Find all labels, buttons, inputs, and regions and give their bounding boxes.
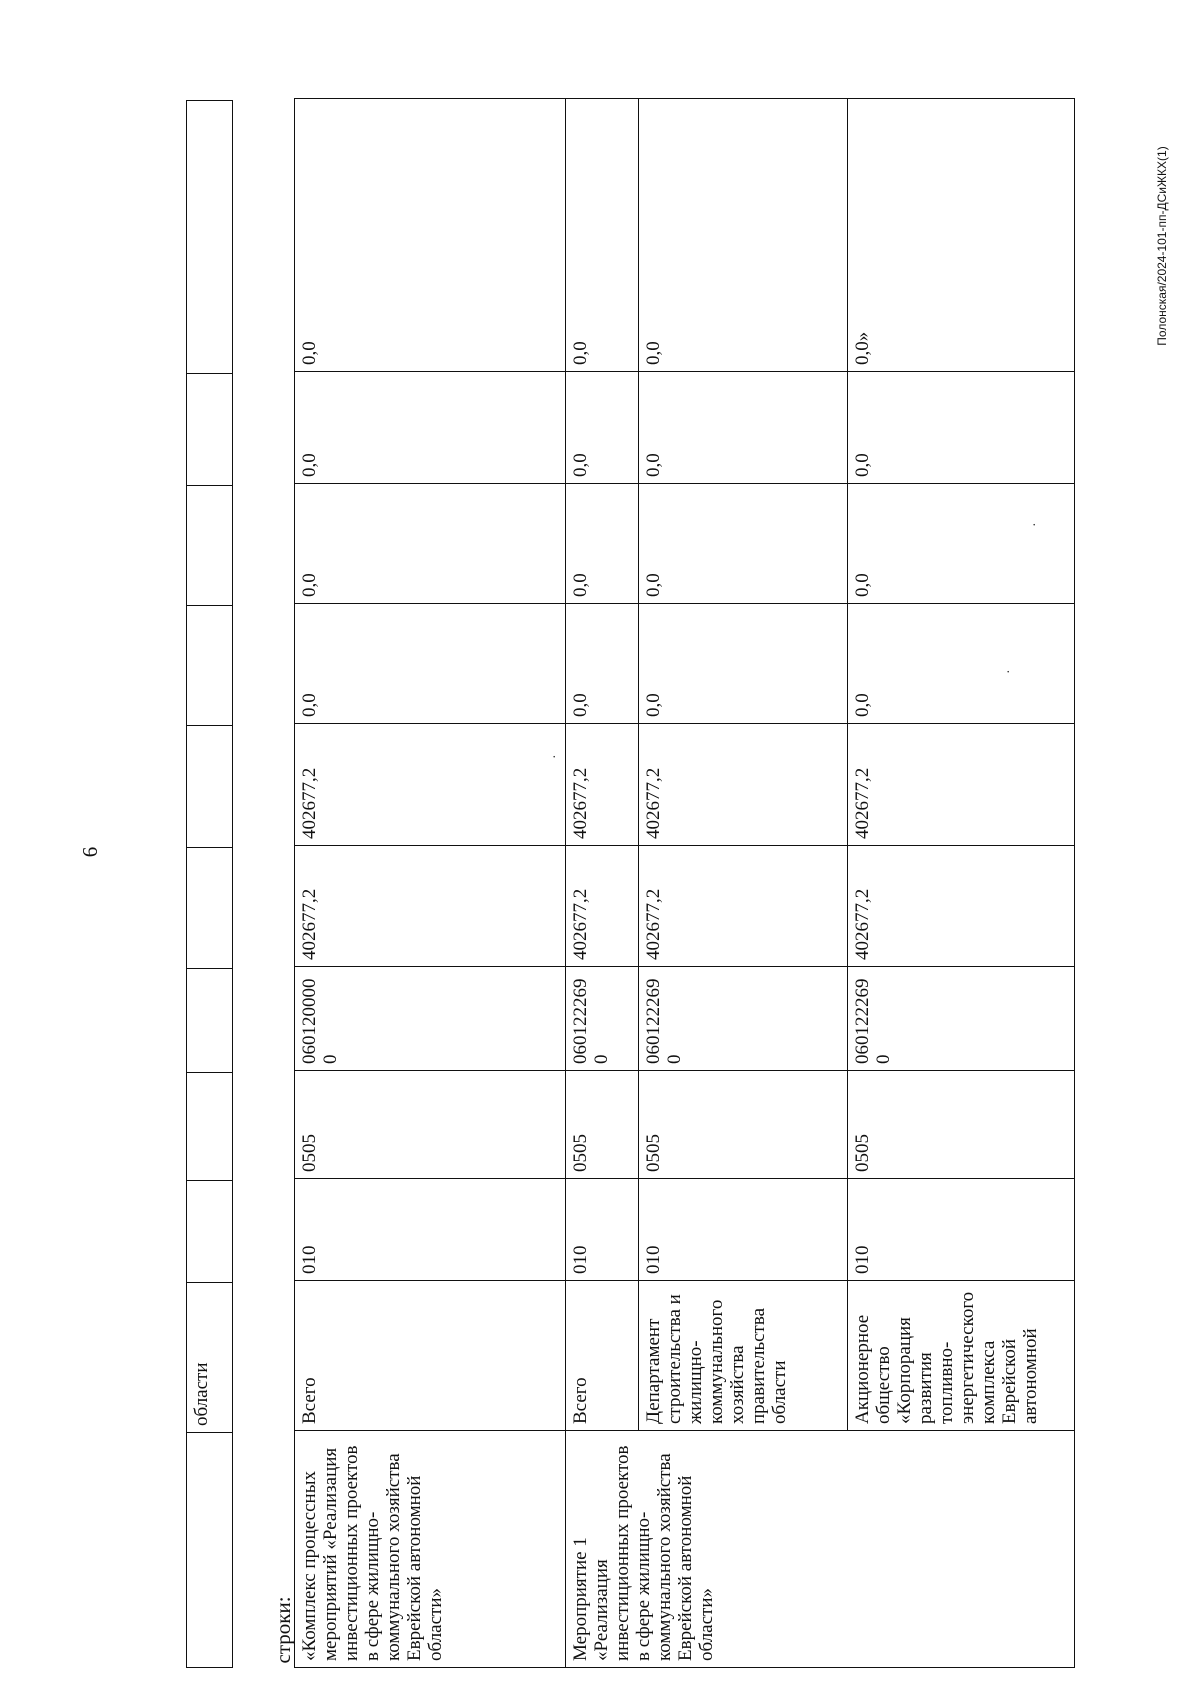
- table-row: [295, 98, 566, 1667]
- row-2026: 0,0: [566, 484, 639, 604]
- row-executor: Всего: [566, 1281, 639, 1431]
- row-rzpr: 0505: [566, 1071, 639, 1179]
- row-csr: 0601222690: [848, 967, 1075, 1071]
- table-row: [566, 98, 639, 1667]
- row-grbs: 010: [639, 1179, 848, 1281]
- prev-cell: [187, 374, 233, 486]
- row-2024: 402677,2: [566, 724, 639, 846]
- page-number: 6: [78, 846, 102, 858]
- row-name: Мероприятие 1 «Реализация инвестиционных проектов в сфере жилищно-коммунального хозяйства Еврейской автономной области»: [566, 1431, 1075, 1668]
- prev-cell: [187, 1181, 233, 1283]
- row-2026: 0,0: [295, 484, 566, 604]
- prev-cell: [187, 969, 233, 1073]
- row-2024: 402677,2: [639, 724, 848, 846]
- budget-table: [268, 98, 1075, 1668]
- row-total: 402677,2: [639, 846, 848, 967]
- row-executor: Акционерное общество «Корпорация развития топливно-энергетического комплекса Еврейской автономной: [848, 1281, 1075, 1431]
- row-2026: 0,0: [848, 484, 1075, 604]
- prev-cell: [187, 848, 233, 969]
- section-label: строки:: [271, 1596, 295, 1664]
- row-2028: 0,0: [639, 98, 848, 371]
- row-name: «Комплекс процессных мероприятий «Реализация инвестиционных проектов в сфере жилищно-коммунального хозяйства Еврейской автономной области»: [295, 1431, 566, 1668]
- prev-cell: [187, 1073, 233, 1181]
- row-2027: 0,0: [295, 372, 566, 484]
- row-2024: 402677,2: [848, 724, 1075, 846]
- document-code: Полонская/2024-101-пп-ДСиЖКХ(1): [1155, 146, 1169, 346]
- prev-cell: [187, 101, 233, 374]
- row-2028: 0,0: [295, 98, 566, 371]
- scan-speck: ·: [1002, 669, 1017, 674]
- row-executor: Всего: [295, 1281, 566, 1431]
- prev-cell-continued: области: [187, 1283, 233, 1433]
- scan-speck: ·: [1028, 522, 1043, 527]
- row-2027: 0,0: [639, 372, 848, 484]
- row-csr: 0601222690: [639, 967, 848, 1071]
- row-2027: 0,0: [848, 372, 1075, 484]
- row-2025: 0,0: [639, 604, 848, 724]
- row-2028: 0,0: [566, 98, 639, 371]
- row-grbs: 010: [848, 1179, 1075, 1281]
- row-csr: 0601200000: [295, 967, 566, 1071]
- row-executor: Департамент строительства и жилищно-коммунального хозяйства правительства области: [639, 1281, 848, 1431]
- previous-table-tail: [186, 100, 233, 1668]
- row-grbs: 010: [295, 1179, 566, 1281]
- row-2027: 0,0: [566, 372, 639, 484]
- row-2026: 0,0: [639, 484, 848, 604]
- row-2025: 0,0: [295, 604, 566, 724]
- prev-cell: [187, 1433, 233, 1668]
- row-csr: 0601222690: [566, 967, 639, 1071]
- row-2025: 0,0: [848, 604, 1075, 724]
- row-total: 402677,2: [295, 846, 566, 967]
- row-total: 402677,2: [848, 846, 1075, 967]
- row-rzpr: 0505: [848, 1071, 1075, 1179]
- prev-cell: [187, 486, 233, 606]
- row-rzpr: 0505: [295, 1071, 566, 1179]
- prev-cell: [187, 726, 233, 848]
- scan-speck: ·: [548, 754, 563, 759]
- row-grbs: 010: [566, 1179, 639, 1281]
- row-2024: 402677,2: [295, 724, 566, 846]
- prev-cell: [187, 606, 233, 726]
- row-total: 402677,2: [566, 846, 639, 967]
- row-2028: 0,0»: [848, 98, 1075, 371]
- row-rzpr: 0505: [639, 1071, 848, 1179]
- row-2025: 0,0: [566, 604, 639, 724]
